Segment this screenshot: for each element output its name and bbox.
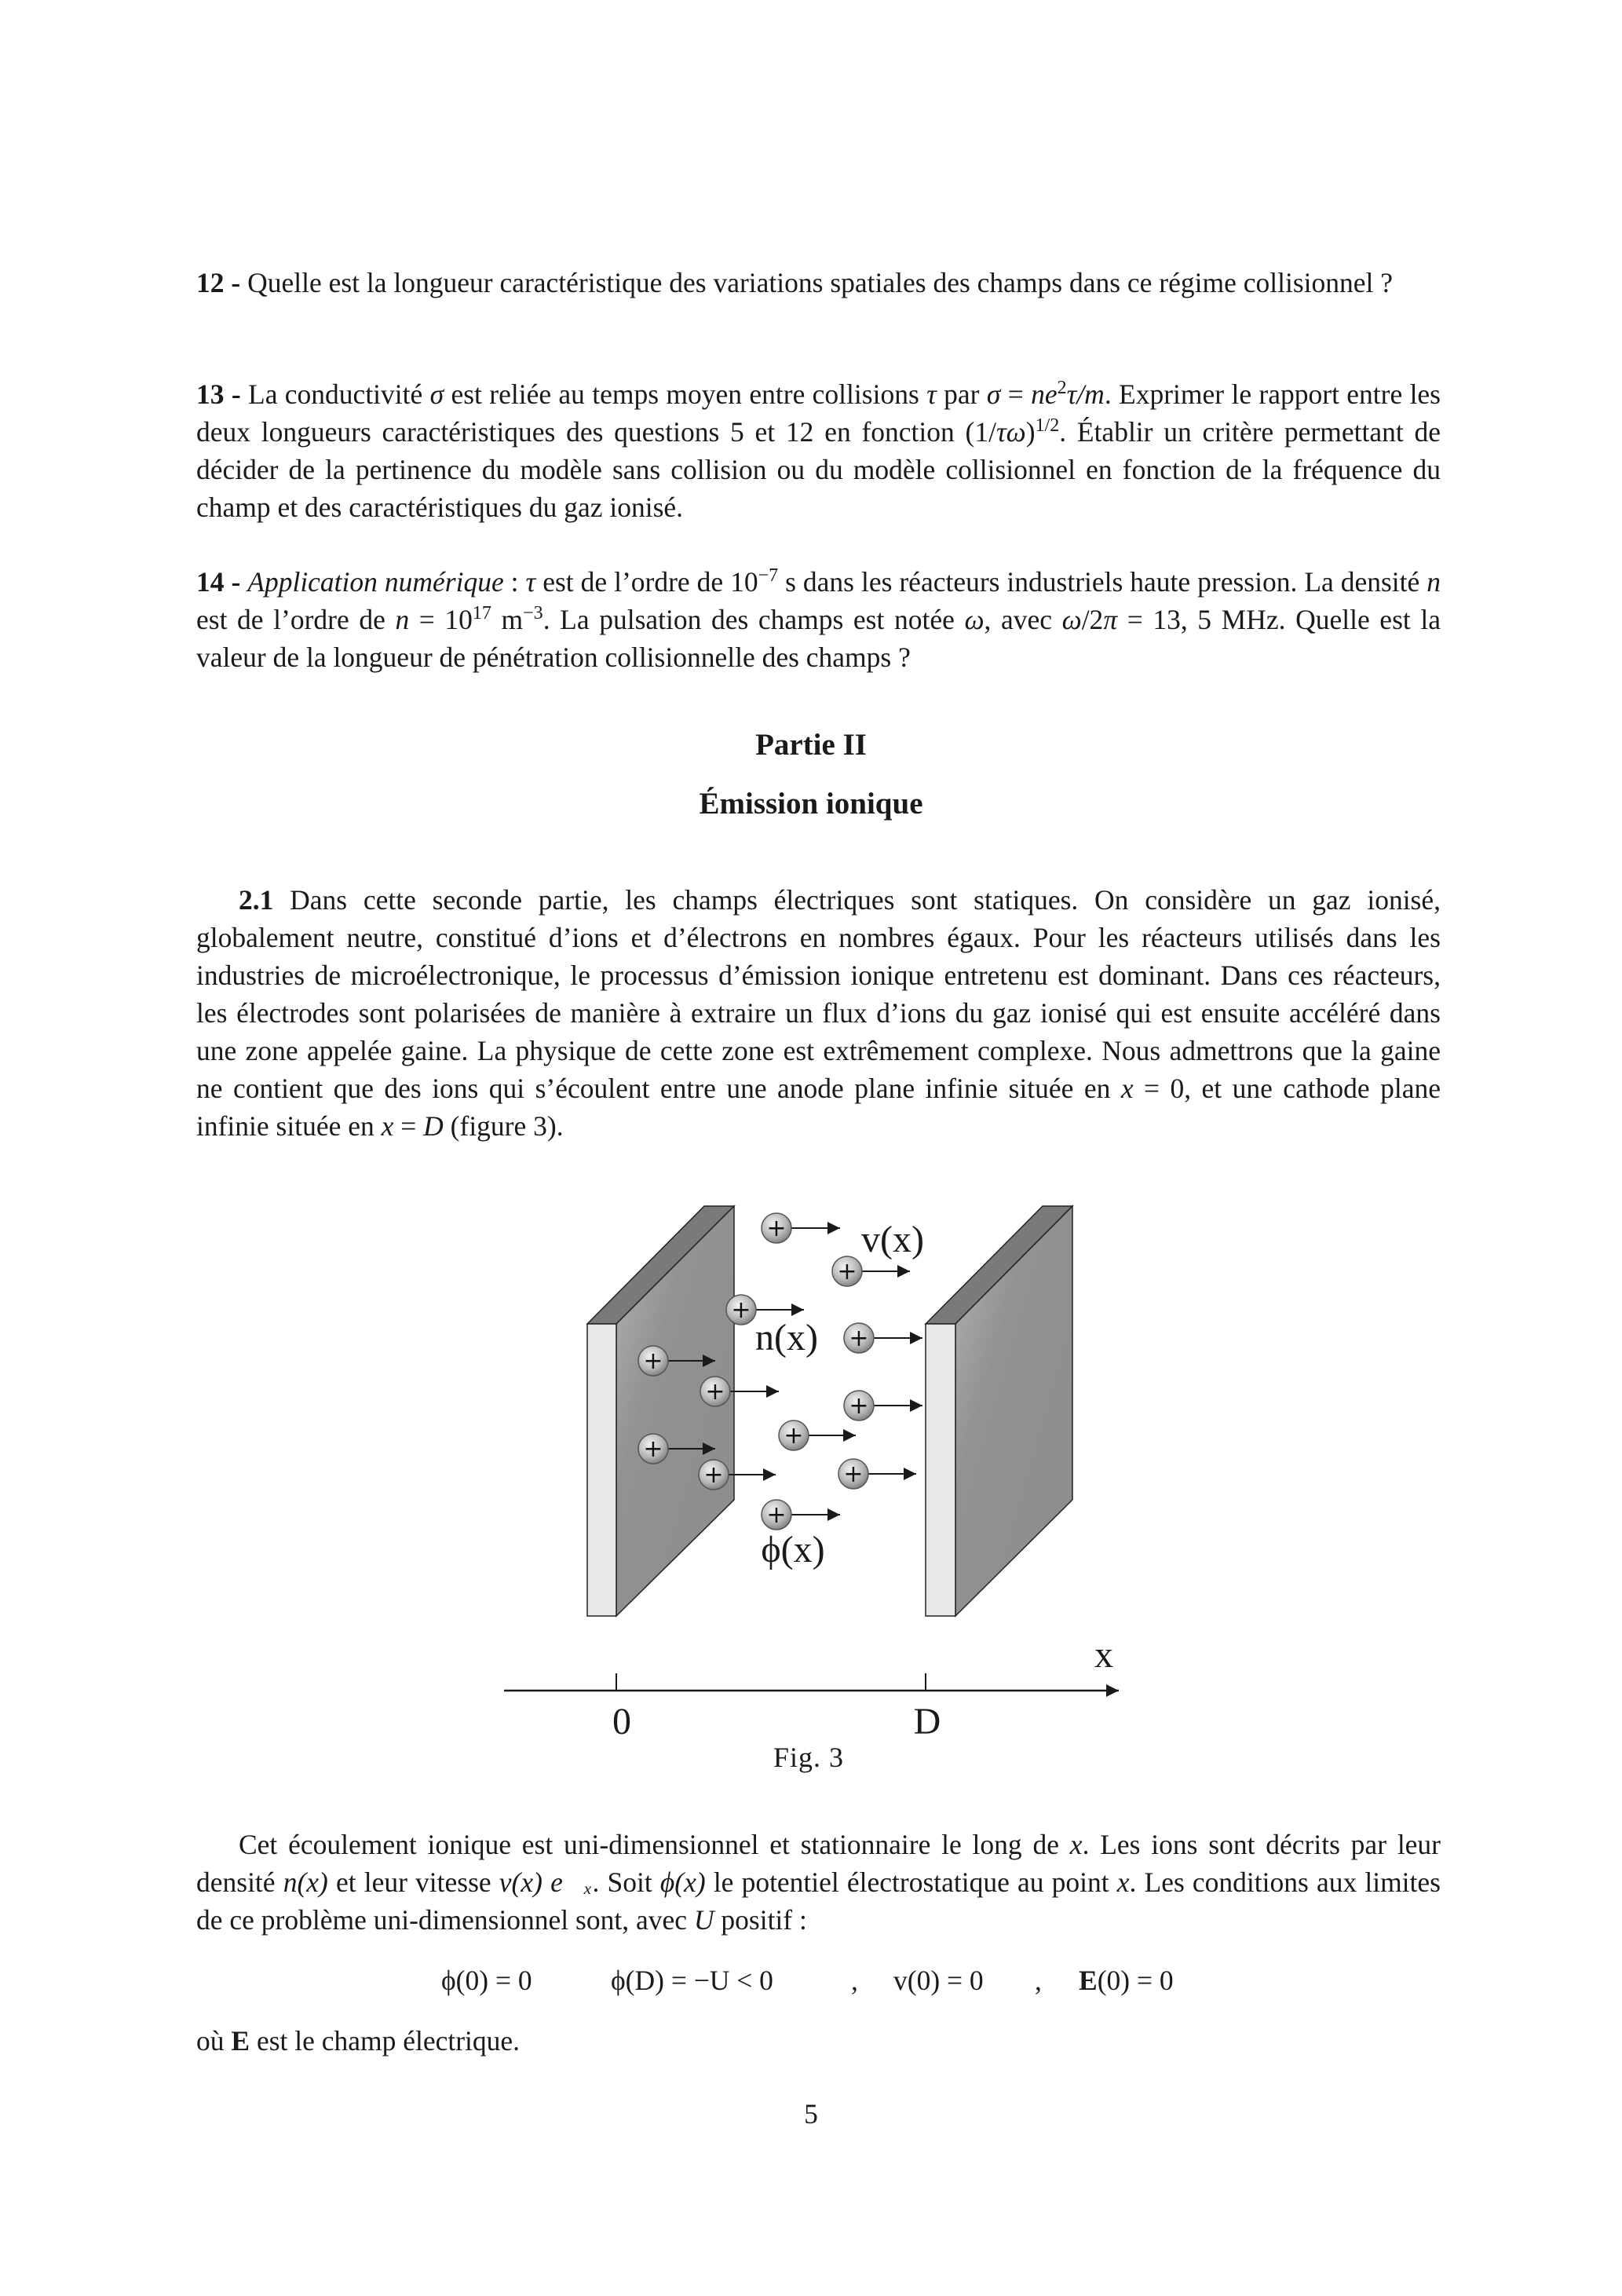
text-segment: (figure 3). xyxy=(443,1110,564,1142)
math-text: π xyxy=(1103,604,1118,635)
condition-phi-d: ϕ(D) = −U < 0 xyxy=(611,1965,773,1996)
text-segment: Dans cette seconde partie, les champs électriques sont statiques. On considère un gaz ionisé, globalement neutre, constitué d’ions et d’électrons en nombres égaux. Pour les réacteurs utilisés dans les industries de microélectronique, le processus d’émission ionique entretenu est dominant. Dans ces réacteurs, les électrodes sont polarisées de manière à extraire un flux d’ions du gaz ionisé qui est ensuite accéléré dans une zone appelée gaine. La physique de cette zone est extrêmement complexe. Nous admettrons que la gaine ne contient que des ions qui s’écoulent entre une anode plane infinie située en xyxy=(196,884,1441,1104)
text-segment: = 10 xyxy=(409,604,473,635)
text-segment: est de l’ordre de 10 xyxy=(535,566,758,598)
bold-text: 13 - xyxy=(196,378,241,410)
superscript: −3 xyxy=(523,603,543,624)
anode-plate xyxy=(587,1206,734,1616)
math-text: x xyxy=(1120,1073,1134,1104)
bold-text: 2.1 xyxy=(239,884,274,916)
math-text: ω xyxy=(964,604,985,635)
text-segment: m xyxy=(491,604,524,635)
text-segment: ) xyxy=(1025,416,1036,448)
question-12 xyxy=(196,264,1441,302)
bold-text: 12 - xyxy=(196,267,241,298)
page-number: 5 xyxy=(804,2098,818,2130)
math-text: ϕ(x) xyxy=(659,1866,706,1898)
superscript: −7 xyxy=(758,565,779,587)
text-segment: = 0, et une cathode plane infinie située en xyxy=(196,1073,1441,1142)
text-segment: = 13, 5 MHz. Quelle est la valeur de la longueur de pénétration collisionnelle des champs ? xyxy=(196,604,1441,673)
potential-label: ϕ(x) xyxy=(761,1529,825,1570)
bold-text: E xyxy=(231,2025,250,2057)
ion-charge-label: + xyxy=(843,1461,864,1488)
paragraph-2-1 xyxy=(196,881,1441,1145)
separator: , xyxy=(1035,1965,1042,1996)
velocity-label: v(x) xyxy=(861,1219,924,1260)
text-segment: positif : xyxy=(714,1904,807,1936)
paragraph-flow xyxy=(196,1826,1441,1939)
condition-e-0-rest: (0) = 0 xyxy=(1097,1965,1174,1996)
text-segment: = xyxy=(1000,378,1032,410)
ion-charge-label: + xyxy=(849,1392,869,1420)
text-segment: : xyxy=(503,566,526,598)
math-text: x xyxy=(381,1110,394,1142)
text-segment: est le champ électrique. xyxy=(250,2025,521,2057)
condition-v-0: v(0) = 0 xyxy=(893,1965,984,1996)
text-segment: par xyxy=(936,378,987,410)
condition-phi-0: ϕ(0) = 0 xyxy=(441,1965,532,1996)
text-segment: . Les ions sont décrits par leur densité xyxy=(196,1829,1441,1898)
text-segment: . La pulsation des champs est notée xyxy=(542,604,965,635)
text-segment: La conductivité xyxy=(240,378,430,410)
field-symbol: E xyxy=(1079,1965,1098,1996)
superscript: 1/2 xyxy=(1035,415,1060,437)
cathode-plate xyxy=(926,1206,1072,1616)
ion xyxy=(700,1377,779,1406)
superscript: 2 xyxy=(1057,378,1067,399)
separator: , xyxy=(851,1965,858,1996)
math-text: ne xyxy=(1031,378,1058,410)
text-segment: Quelle est la longueur caractéristique des variations spatiales des champs dans ce régime collisionnel ? xyxy=(240,267,1394,298)
ion xyxy=(832,1256,910,1286)
ion-charge-label: + xyxy=(731,1296,751,1324)
text-segment: est reliée au temps moyen entre collisions xyxy=(444,378,927,410)
ion xyxy=(699,1460,776,1490)
math-text: τ/m xyxy=(1066,378,1105,410)
ion xyxy=(844,1391,922,1420)
cathode-label: D xyxy=(913,1701,941,1742)
question-13 xyxy=(196,375,1441,526)
question-14 xyxy=(196,563,1441,676)
text-segment: est de l’ordre de xyxy=(196,604,396,635)
ion-charge-label: + xyxy=(705,1378,725,1406)
math-text: ω xyxy=(1061,604,1082,635)
density-label: n(x) xyxy=(755,1317,818,1358)
ion xyxy=(762,1500,840,1530)
text-segment: le potentiel électrostatique au point xyxy=(705,1866,1117,1898)
text-segment: . Soit xyxy=(592,1866,660,1898)
math-text: n xyxy=(1427,566,1441,598)
math-text: τ xyxy=(926,378,937,410)
superscript: 17 xyxy=(472,603,491,624)
math-text: τω xyxy=(995,416,1026,448)
math-text: n xyxy=(395,604,410,635)
math-text: σ xyxy=(429,378,444,410)
math-text: x xyxy=(1116,1866,1130,1898)
ion-charge-label: + xyxy=(784,1422,804,1450)
ion-charge-label: + xyxy=(837,1258,857,1285)
math-text: v(x) e⃗ₓ xyxy=(499,1866,593,1898)
ion xyxy=(762,1213,840,1243)
origin-label: 0 xyxy=(612,1701,631,1742)
text-segment: = xyxy=(393,1110,424,1142)
text-segment xyxy=(240,566,247,598)
text-segment: , avec xyxy=(984,604,1062,635)
ion-charge-label: + xyxy=(703,1461,724,1489)
math-text: x xyxy=(1069,1829,1083,1860)
text-segment: . Établir un critère permettant de décider de la pertinence du modèle sans collision ou du modèle collisionnel en fonction de la fréquence du champ et des caractéristiques du gaz ionisé. xyxy=(196,416,1441,523)
text-segment: s dans les réacteurs industriels haute pression. La densité xyxy=(778,566,1427,598)
ion xyxy=(838,1459,916,1489)
paragraph-field xyxy=(196,2022,1441,2060)
text-segment: où xyxy=(196,2025,232,2057)
text-segment: /2 xyxy=(1081,604,1104,635)
ion xyxy=(844,1323,922,1353)
figure-caption: Fig. 3 xyxy=(773,1742,845,1773)
math-text: n(x) xyxy=(283,1866,328,1898)
section-title: Émission ionique xyxy=(699,787,923,821)
axis-label: x xyxy=(1094,1634,1113,1676)
text-segment: . Exprimer le rapport entre les deux longueurs caractéristiques des questions 5 et 12 en fonction (1/ xyxy=(196,378,1441,448)
text-segment: et leur vitesse xyxy=(327,1866,499,1898)
math-text: Application numérique xyxy=(247,566,504,598)
math-text: D xyxy=(423,1110,444,1142)
part-title: Partie II xyxy=(755,728,867,762)
math-text: U xyxy=(693,1904,714,1936)
ion-charge-label: + xyxy=(766,1215,787,1242)
ion-charge-label: + xyxy=(766,1501,787,1529)
ion xyxy=(779,1420,856,1450)
ion-charge-label: + xyxy=(849,1325,869,1352)
ion-charge-label: + xyxy=(643,1347,663,1375)
text-segment: . Les conditions aux limites de ce problème uni-dimensionnel sont, avec xyxy=(196,1866,1441,1936)
text-segment: Cet écoulement ionique est uni-dimensionnel et stationnaire le long de xyxy=(239,1829,1070,1860)
x-axis xyxy=(504,1673,1119,1691)
bold-text: 14 - xyxy=(196,566,241,598)
math-text: σ xyxy=(986,378,1001,410)
figure-3 xyxy=(487,1194,1146,1790)
condition-e-0 xyxy=(1079,1961,1174,1999)
math-text: τ xyxy=(525,566,536,598)
ion-charge-label: + xyxy=(643,1435,663,1463)
